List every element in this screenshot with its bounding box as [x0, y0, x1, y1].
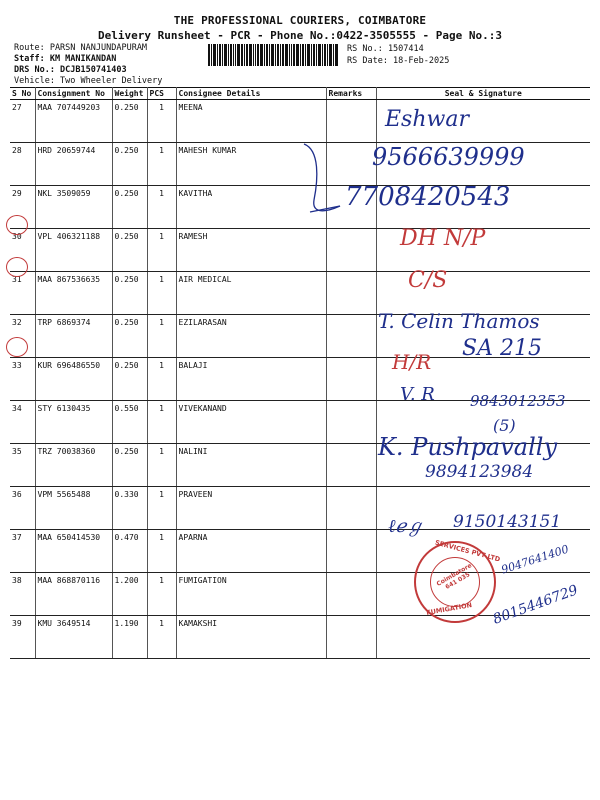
row-consignment: VPL 406321188 — [35, 229, 112, 272]
row-remarks — [326, 100, 376, 143]
row-pcs: 1 — [147, 358, 176, 401]
row-pcs: 1 — [147, 487, 176, 530]
company-title: THE PROFESSIONAL COURIERS, COIMBATORE — [173, 14, 427, 27]
row-remarks — [326, 358, 376, 401]
row-weight: 0.250 — [112, 358, 147, 401]
row-consignee: EZILARASAN — [176, 315, 326, 358]
row-pcs: 1 — [147, 272, 176, 315]
row-sno: 29 — [10, 186, 35, 229]
handwritten-phone: 7708420543 — [345, 182, 511, 212]
handwritten-phone: 9843012353 — [470, 392, 566, 410]
row-consignment: TRP 6869374 — [35, 315, 112, 358]
handwritten-signature-mark: ℓℯℊ — [388, 516, 425, 537]
row-signature — [376, 616, 590, 659]
row-pcs: 1 — [147, 616, 176, 659]
staff-info: Staff: KM MANIKANDAN — [14, 54, 117, 64]
row-consignment: KMU 3649514 — [35, 616, 112, 659]
row-weight: 0.250 — [112, 100, 147, 143]
row-consignee: KAVITHA — [176, 186, 326, 229]
col-sno: S No — [10, 88, 35, 100]
stamp-bottom-text: FUMIGATION — [425, 601, 473, 617]
handwritten-mark: (5) — [493, 416, 516, 435]
row-remarks — [326, 487, 376, 530]
row-consignment: MAA 650414530 — [35, 530, 112, 573]
row-weight: 1.200 — [112, 573, 147, 616]
row-sno: 36 — [10, 487, 35, 530]
row-weight: 0.330 — [112, 487, 147, 530]
handwritten-phone: 9047641400 — [499, 542, 571, 577]
table-row — [10, 229, 590, 272]
handwritten-signature: T. Celin Thamos — [378, 309, 540, 333]
row-weight: 0.250 — [112, 315, 147, 358]
row-consignment: KUR 696486550 — [35, 358, 112, 401]
row-sno: 34 — [10, 401, 35, 444]
row-sno: 39 — [10, 616, 35, 659]
row-weight: 0.250 — [112, 272, 147, 315]
rs-date: RS Date: 18-Feb-2025 — [347, 56, 450, 66]
row-weight: 0.470 — [112, 530, 147, 573]
row-consignment: MAA 868870116 — [35, 573, 112, 616]
row-pcs: 1 — [147, 573, 176, 616]
barcode — [208, 44, 338, 66]
runsheet-subtitle: Delivery Runsheet - PCR - Phone No.:0422-3505555 - Page No.:3 — [98, 29, 502, 42]
rs-number: RS No.: 1507414 — [347, 44, 424, 54]
table-row — [10, 100, 590, 143]
vehicle-info: Vehicle: Two Wheeler Delivery — [14, 76, 163, 86]
row-consignee: BALAJI — [176, 358, 326, 401]
table-header-row — [10, 88, 590, 100]
drs-info: DRS No.: DCJB150741403 — [14, 65, 127, 75]
row-remarks — [326, 229, 376, 272]
col-weight: Weight — [112, 88, 147, 100]
row-pcs: 1 — [147, 143, 176, 186]
stamp-outer-text: SERVICES PVT LTD — [434, 538, 502, 564]
handwritten-phone: 8015446729 — [490, 582, 581, 628]
row-pcs: 1 — [147, 100, 176, 143]
row-consignment: TRZ 70038360 — [35, 444, 112, 487]
row-remarks — [326, 272, 376, 315]
handwritten-remark: DH N/P — [400, 226, 486, 251]
row-pcs: 1 — [147, 530, 176, 573]
row-sno: 27 — [10, 100, 35, 143]
row-sno: 31 — [10, 272, 35, 315]
col-signature: Seal & Signature — [376, 88, 590, 100]
row-sno: 30 — [10, 229, 35, 272]
row-consignment: MAA 707449203 — [35, 100, 112, 143]
col-remarks: Remarks — [326, 88, 376, 100]
row-pcs: 1 — [147, 315, 176, 358]
row-remarks — [326, 315, 376, 358]
row-weight: 0.250 — [112, 186, 147, 229]
row-sno: 32 — [10, 315, 35, 358]
handwritten-signature: Eshwar — [385, 107, 469, 132]
row-consignee: FUMIGATION — [176, 573, 326, 616]
col-consignment: Consignment No — [35, 88, 112, 100]
stamp-center-text: Coimbatore 641 035 — [435, 562, 473, 591]
handwritten-phone: 9566639999 — [372, 143, 525, 171]
row-consignee: AIR MEDICAL — [176, 272, 326, 315]
row-sno: 37 — [10, 530, 35, 573]
red-circle-mark — [6, 215, 28, 235]
row-remarks — [326, 444, 376, 487]
row-pcs: 1 — [147, 444, 176, 487]
handwritten-signature: V. R — [400, 384, 435, 405]
row-weight: 1.190 — [112, 616, 147, 659]
row-consignee: KAMAKSHI — [176, 616, 326, 659]
handwritten-signature: K. Pushpavally — [378, 433, 558, 461]
row-pcs: 1 — [147, 401, 176, 444]
row-consignment: STY 6130435 — [35, 401, 112, 444]
row-remarks — [326, 530, 376, 573]
col-pcs: PCS — [147, 88, 176, 100]
handwritten-remark: C/S — [408, 268, 448, 293]
row-consignment: VPM 5565488 — [35, 487, 112, 530]
row-remarks — [326, 573, 376, 616]
row-sno: 35 — [10, 444, 35, 487]
row-remarks — [326, 401, 376, 444]
row-consignment: NKL 3509059 — [35, 186, 112, 229]
row-consignee: NALINI — [176, 444, 326, 487]
row-consignee: MAHESH KUMAR — [176, 143, 326, 186]
handwritten-phone: 9150143151 — [453, 512, 562, 532]
row-sno: 33 — [10, 358, 35, 401]
row-pcs: 1 — [147, 186, 176, 229]
row-consignee: RAMESH — [176, 229, 326, 272]
row-remarks — [326, 616, 376, 659]
company-stamp — [414, 538, 502, 623]
row-pcs: 1 — [147, 229, 176, 272]
handwritten-remark: H/R — [392, 350, 432, 374]
row-weight: 0.250 — [112, 143, 147, 186]
row-sno: 28 — [10, 143, 35, 186]
row-consignment: HRD 20659744 — [35, 143, 112, 186]
red-circle-mark — [6, 337, 28, 357]
red-circle-mark — [6, 257, 28, 277]
row-consignee: MEENA — [176, 100, 326, 143]
row-sno: 38 — [10, 573, 35, 616]
row-consignee: APARNA — [176, 530, 326, 573]
col-consignee: Consignee Details — [176, 88, 326, 100]
row-consignee: VIVEKANAND — [176, 401, 326, 444]
row-weight: 0.550 — [112, 401, 147, 444]
row-weight: 0.250 — [112, 229, 147, 272]
route-info: Route: PARSN NANJUNDAPURAM — [14, 43, 148, 53]
row-consignee: PRAVEEN — [176, 487, 326, 530]
handwritten-phone: 9894123984 — [425, 462, 534, 482]
row-weight: 0.250 — [112, 444, 147, 487]
handwritten-signature: SA 215 — [462, 336, 542, 361]
row-consignment: MAA 867536635 — [35, 272, 112, 315]
